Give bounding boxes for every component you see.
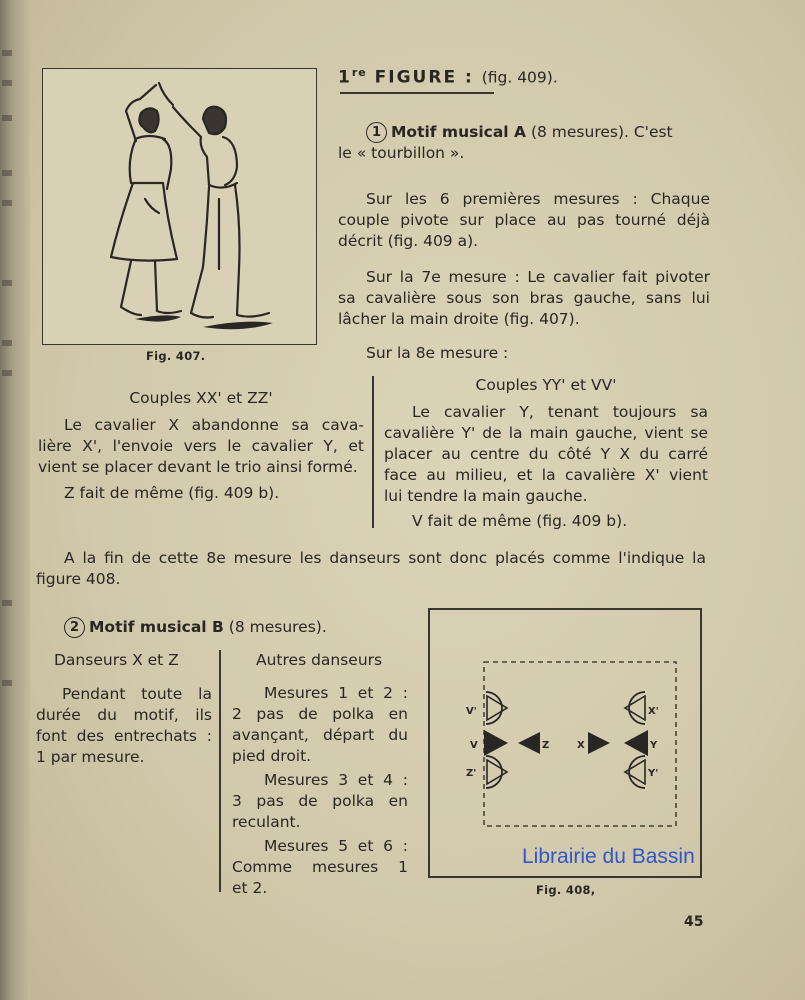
left-col-line: Le cavalier X abandonne sa cava- [64,416,364,434]
paragraph-7e-mesure [338,267,710,330]
mesures-line: et 2. [232,879,268,897]
mesures-line: Mesures 3 et 4 : [264,771,408,789]
dancer-xp-triangle [625,696,645,720]
dancer-v-triangle [484,730,508,756]
motif-b-title: Motif musical B [89,618,224,636]
label-y-prime: Y' [648,768,659,779]
label-x: X [577,740,585,751]
right-col-line: face au milieu, et la cavalière X' vient [384,466,708,484]
danseurs-xz-line: font des entrechats : [36,727,212,745]
danseurs-xz-line: 1 par mesure. [36,748,145,766]
figure-heading [338,66,558,88]
motif-b-column-divider [219,650,221,892]
figure-407-frame [42,68,317,345]
book-gutter [0,0,30,1000]
dancer-x-triangle [588,732,610,754]
heading-fig-ref: (fig. 409). [481,68,558,87]
right-col-line: lui tendre la main gauche. [384,487,588,505]
danseurs-xz-title: Danseurs X et Z [54,651,179,669]
end-para-line: A la fin de cette 8e mesure les danseurs sont donc placés comme l'indique la [64,549,706,567]
label-v-prime: V' [466,706,477,717]
label-z: Z [542,740,550,751]
figure-408-caption: Fig. 408, [536,883,596,897]
para7-line: Sur la 7e mesure : Le cavalier fait pivoter [366,268,710,286]
figure-407-caption: Fig. 407. [146,349,206,363]
dancer-vp-triangle [487,696,507,720]
left-col-last-line: Z fait de même (fig. 409 b). [64,484,280,502]
right-column-couples-yy [384,375,708,532]
para7-line: sa cavalière sous son bras gauche, sans lui [338,289,710,307]
para6-line: couple pivote sur place au pas tourné déjà [338,211,710,229]
label-x-prime: X' [648,706,659,717]
danseurs-xz-line: Pendant toute la [62,685,212,703]
dancer-y-triangle [624,730,648,756]
mesures-line: reculant. [232,813,301,831]
right-col-last-line: V fait de même (fig. 409 b). [412,512,628,530]
danseurs-xz-line: durée du motif, ils [36,706,212,724]
mesures-line: Mesures 1 et 2 : [264,684,408,702]
heading-superscript: re [351,66,367,79]
right-col-line: placer au centre du côté Y X du carré [384,445,708,463]
right-col-line: Le cavalier Y, tenant toujours sa [412,403,708,421]
mesures-line: avançant, départ du [232,726,408,744]
paragraph-6-mesures [338,189,710,252]
danseurs-xz-column [36,650,212,768]
left-col-line: lière X', l'envoie vers le cavalier Y, et [38,437,364,455]
label-v: V [470,740,478,751]
bookseller-watermark: Librairie du Bassin [522,845,695,868]
dancer-position-diagram [430,610,696,872]
paragraph-8e-mesure: Sur la 8e mesure : [366,344,509,362]
gutter-print-marks [0,40,16,740]
mesures-line: Mesures 5 et 6 : [264,837,408,855]
label-z-prime: Z' [466,768,477,779]
page-number: 45 [684,914,704,930]
mesures-line: 3 pas de polka en [232,792,408,810]
column-divider [372,376,374,528]
dancer-z-triangle [518,732,540,754]
end-para-line: figure 408. [36,570,121,588]
end-paragraph [36,548,706,590]
autres-danseurs-column [232,650,408,899]
motif-b-heading [64,617,327,638]
mesures-line: 2 pas de polka en [232,705,408,723]
motif-a-line2: le « tourbillon ». [338,144,465,162]
heading-underline [340,92,494,94]
label-y: Y [650,740,658,751]
mesures-line: pied droit. [232,747,312,765]
motif-a-rest: (8 mesures). C'est [526,123,673,141]
para7-line: lâcher la main droite (fig. 407). [338,310,580,328]
mesures-line: Comme mesures 1 [232,858,408,876]
dancer-yp-triangle [625,760,645,784]
left-col-line: vient se placer devant le trio ainsi formé. [38,458,358,476]
left-column-couples-xx [38,388,364,504]
circled-number-2-icon: 2 [64,617,85,638]
autres-danseurs-title: Autres danseurs [256,651,383,669]
para6-line: décrit (fig. 409 a). [338,232,479,250]
motif-a-block [338,122,710,164]
para6-line: Sur les 6 premières mesures : Chaque [366,190,710,208]
dancing-couple-illustration [43,69,316,344]
circled-number-1-icon: 1 [366,122,387,143]
right-column-title: Couples YY' et VV' [475,376,617,394]
motif-b-rest: (8 mesures). [223,618,327,636]
motif-a-title: Motif musical A [391,123,527,141]
motif-a-line1 [338,122,710,143]
left-column-title: Couples XX' et ZZ' [129,389,273,407]
right-col-line: cavalière Y' de la main gauche, vient se [384,424,708,442]
heading-word: FIGURE : [366,67,482,88]
heading-number: 1 [338,67,352,88]
figure-408-frame [428,608,702,878]
dancer-zp-triangle [487,760,507,784]
